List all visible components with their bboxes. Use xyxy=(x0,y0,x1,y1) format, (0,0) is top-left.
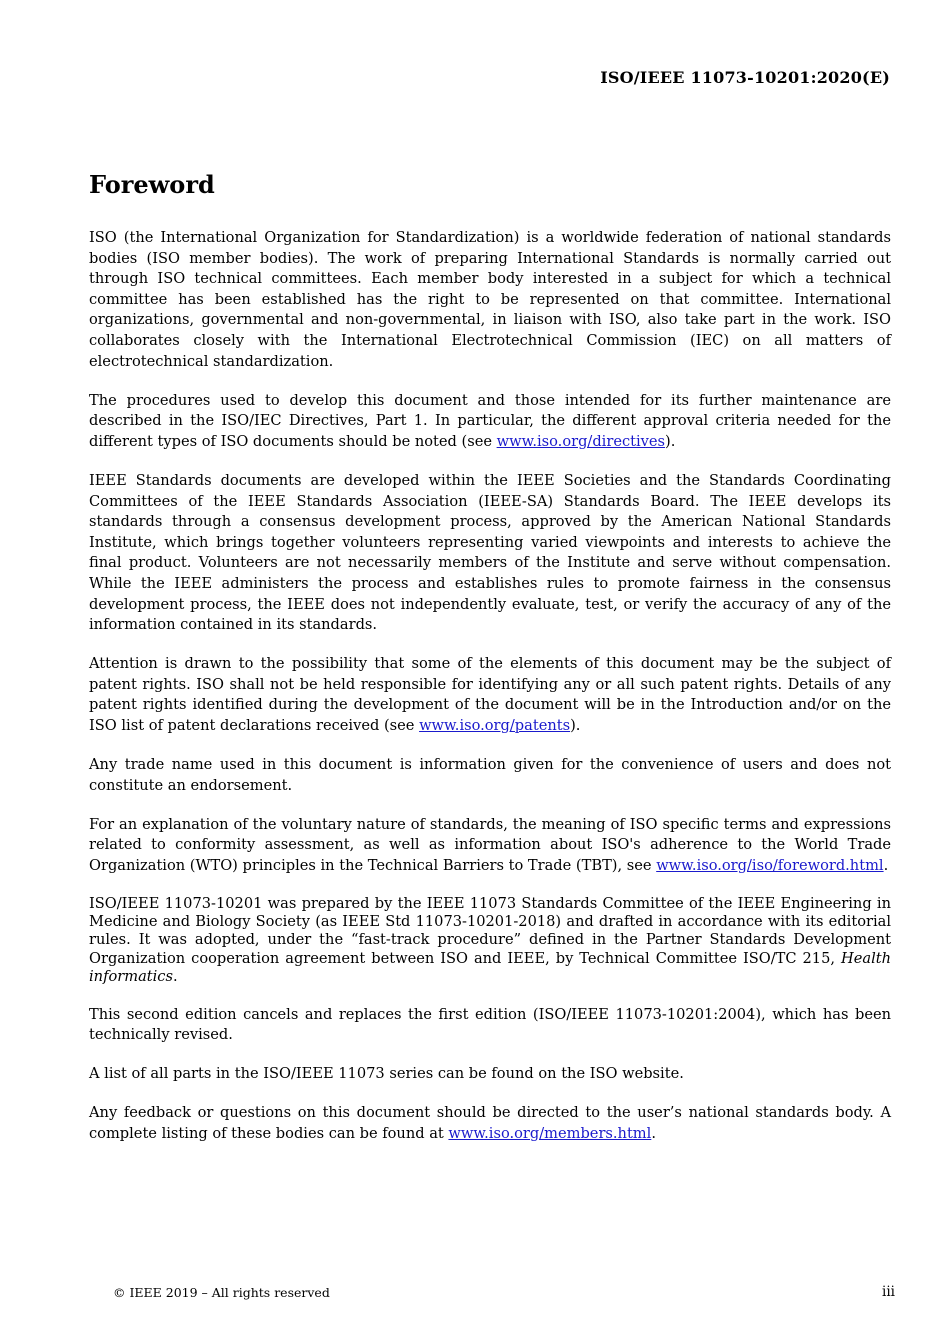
paragraph-text: . xyxy=(172,967,178,985)
paragraph-preparation xyxy=(89,895,891,986)
paragraph-text: For an explanation of the voluntary nature of standards, the meaning of ISO specific terms and expressions related to conformity assessment, as well as information about ISO's adherence to the World Trade Organization (WTO) principles in the Technical Barriers to Trade (TBT), see xyxy=(89,815,891,874)
paragraph-text: ). xyxy=(570,716,581,734)
paragraph-iso-intro: ISO (the International Organization for Standardization) is a worldwide federation of national standards bodies (ISO member bodies). The work of preparing International Standards is normally carried out through ISO technical committees. Each member body interested in a subject for which a technical committee has been established has the right to be represented on that committee. International organizations, governmental and non-governmental, in liaison with ISO, also take part in the work. ISO collaborates closely with the International Electrotechnical Commission (IEC) on all matters of electrotechnical standardization. xyxy=(89,229,891,370)
paragraph-patent-rights xyxy=(89,654,891,736)
patents-link[interactable]: www.iso.org/patents xyxy=(419,716,571,734)
paragraph-feedback xyxy=(89,1103,891,1144)
paragraph-text: Any feedback or questions on this document should be directed to the user’s national standards body. A complete listing of these bodies can be found at xyxy=(89,1104,891,1142)
paragraph-text: ). xyxy=(665,432,676,450)
paragraph-procedures xyxy=(89,391,891,453)
paragraph-trade-name: Any trade name used in this document is information given for the convenience of users and does not constitute an endorsement. xyxy=(89,756,891,794)
paragraph-ieee-standards: IEEE Standards documents are developed within the IEEE Societies and the Standards Coordinating Committees of the IEEE Standards Association (IEEE-SA) Standards Board. The IEEE develops its standards through a consensus development process, approved by the American National Standards Institute, which brings together volunteers representing varied viewpoints and interests to achieve the final product. Volunteers are not necessarily members of the Institute and serve without compensation. While the IEEE administers the process and establishes rules to promote fairness in the consensus development process, the IEEE does not independently evaluate, test, or verify the accuracy of any of the information contained in its standards. xyxy=(89,471,891,634)
document-code-header: ISO/IEEE 11073-10201:2020(E) xyxy=(600,68,890,87)
committee-title: Health informatics xyxy=(89,949,891,985)
paragraph-text: ISO/IEEE 11073-10201 was prepared by the IEEE 11073 Standards Committee of the IEEE Engineering in Medicine and Biology Society (as IEEE Std 11073-10201-2018) and drafted in accordance with its editorial rules. It was adopted, under the “fast-track procedure” defined in the Partner Standards Development Organization cooperation agreement between ISO and IEEE, by Technical Committee ISO/TC 215, xyxy=(89,895,891,967)
paragraph-text: . xyxy=(651,1124,656,1142)
paragraph-series-list: A list of all parts in the ISO/IEEE 11073 series can be found on the ISO website. xyxy=(89,1065,684,1083)
directives-link[interactable]: www.iso.org/directives xyxy=(496,432,666,450)
paragraph-text: The procedures used to develop this document and those intended for its further maintenance are described in the ISO/IEC Directives, Part 1. In particular, the different approval criteria needed for the different types of ISO documents should be noted (see xyxy=(89,391,891,450)
foreword-body xyxy=(89,228,891,1163)
foreword-link[interactable]: www.iso.org/iso/foreword.html xyxy=(656,856,884,874)
paragraph-text: . xyxy=(883,856,889,874)
page-title: Foreword xyxy=(89,170,215,199)
paragraph-edition: This second edition cancels and replaces the first edition (ISO/IEEE 11073-10201:2004), which has been technically revised. xyxy=(89,1005,891,1044)
footer-copyright: © IEEE 2019 – All rights reserved xyxy=(113,1285,330,1300)
page-number: iii xyxy=(882,1284,895,1300)
paragraph-voluntary-nature xyxy=(89,815,891,877)
members-link[interactable]: www.iso.org/members.html xyxy=(448,1124,652,1142)
paragraph-text: Attention is drawn to the possibility that some of the elements of this document may be the subject of patent rights. ISO shall not be held responsible for identifying any or all such patent rights. Details of any patent rights identified during the development of the document will be in the Introduction and/or on the ISO list of patent declarations received (see xyxy=(89,655,891,734)
